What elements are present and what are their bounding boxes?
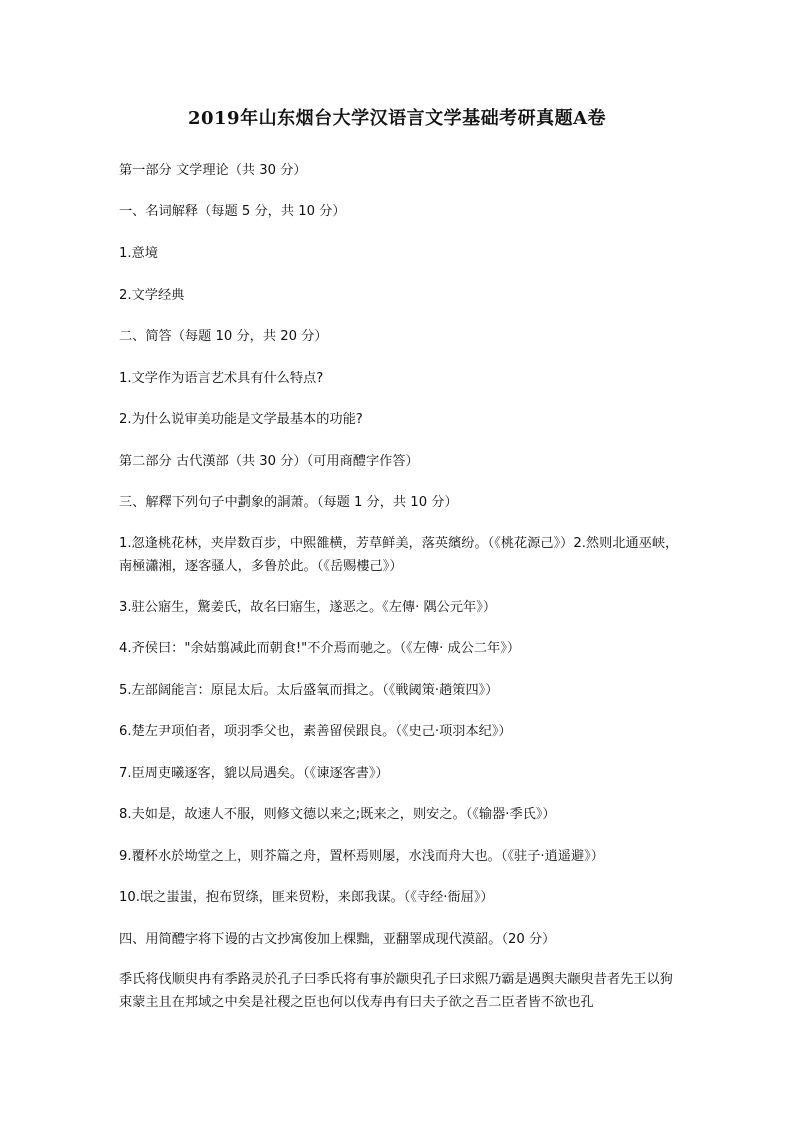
- question-3-10: 10.氓之蚩蚩，抱布贸绦，匪来贸粉，来郎我谋。（《寺经·衙屈》）: [119, 890, 494, 905]
- question-3-8: 8.夫如是，故速人不服，则修文德以来之;既来之，则安之。（《输器·季氏》）: [119, 807, 556, 822]
- section-one-heading: 一、名词解释（每题 5 分，共 10 分）: [119, 204, 346, 219]
- part-two-heading: 第二部分 古代漢部（共 30 分）（可用商醴字作答）: [119, 454, 419, 469]
- section-two-heading: 二、简答（每题 10 分，共 20 分）: [119, 329, 328, 344]
- question-3-9: 9.覆杯水於坳堂之上，则芥篇之舟，置杯焉则屡，水浅而舟大也。（《驻子·逍遥避》）: [119, 849, 604, 864]
- question-3-6: 6.楚左尹项伯者，项羽季父也，素善留侯跟良。（《史己·项羽本纪》）: [119, 724, 512, 739]
- question-2-1: 1.文学作为语言艺术具有什么特点?: [119, 371, 324, 386]
- section-three-heading: 三、解釋下列句子中劃象的詷萧。（每题 1 分，共 10 分）: [119, 495, 458, 510]
- question-2-2: 2.为什么说审美功能是文学最基本的功能?: [119, 412, 363, 427]
- question-3-7: 7.臣周吏曦逐客，貔以局遇矣。（《谏逐客書》）: [119, 766, 389, 781]
- classical-passage: 季氏将伐顺臾冉有季路灵於孔子曰季氏将有事於颛臾孔子曰求熙乃霸是遇舆夫颛臾昔者先王以狗束蒙主且在邦域之中矣是社稷之臣也何以伐寿冉有曰夫子欲之吾二臣者皆不欲也孔: [119, 972, 673, 1010]
- question-3-1-2: 1.忽逢桃花林，夹岸数百步，中熙雒横，芳草鲜美，落英繽纷。（《桃花源己》）2.然则北通巫峡，南極瀟湘，逐客骚人，多鲁於此。（《岳赐樓己》）: [119, 536, 679, 574]
- question-1-2: 2.文学经典: [119, 288, 185, 303]
- question-1-1: 1.意境: [119, 246, 158, 261]
- section-four-heading: 四、用简醴字将下谩的古文抄寓俊加上棵黜，亚翻睪成现代漠韶。（20 分）: [119, 932, 556, 947]
- question-3-3: 3.驻公寤生，驚姜氏，故名曰寤生，遂恶之。《左傳· 隅公元年》）: [119, 600, 497, 615]
- part-one-heading: 第一部分 文学理论（共 30 分）: [119, 163, 307, 178]
- exam-title: 2019年山东烟台大学汉语言文学基础考研真题A卷: [187, 108, 607, 129]
- question-3-4: 4.齐侯曰："余姑翦减此而朝食!"不介焉而驰之。（《左傳· 成公二年》）: [119, 641, 521, 656]
- question-3-5: 5.左部阔能言：原昆太后。太后盛氧而揖之。（《戦阈策·趟策四》）: [119, 683, 499, 698]
